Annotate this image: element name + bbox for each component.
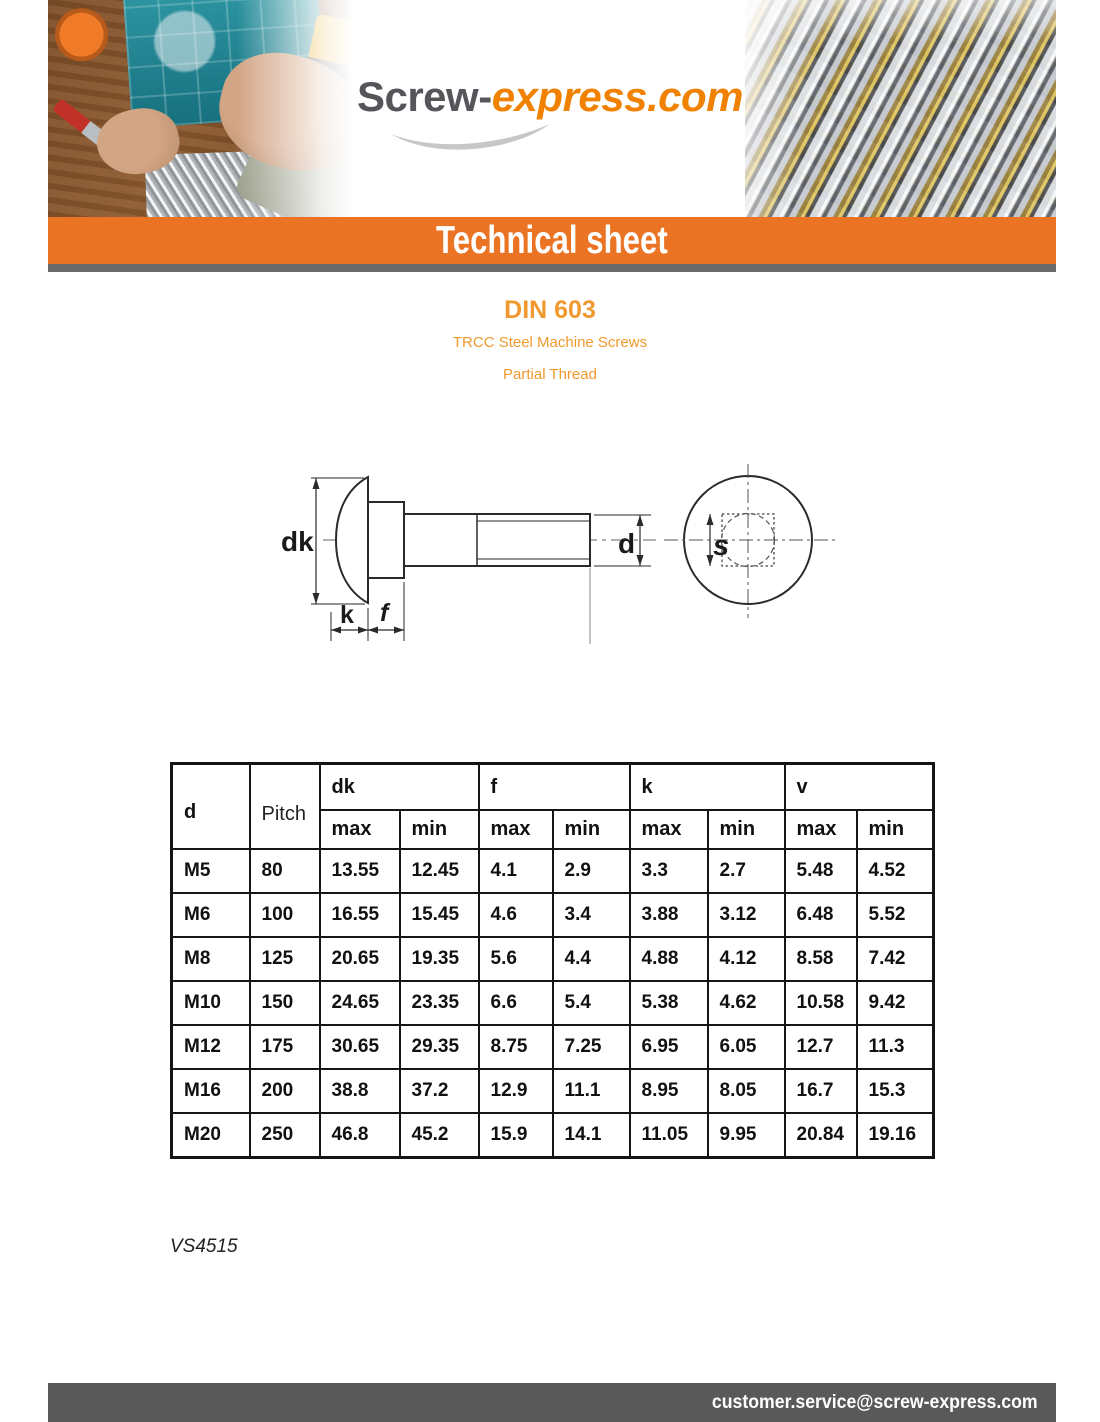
reference-code: VS4515	[170, 1236, 238, 1257]
table-cell: 8.05	[708, 1069, 785, 1113]
table-cell: 11.05	[630, 1113, 708, 1158]
table-cell: 5.6	[479, 937, 553, 981]
table-cell: 4.12	[708, 937, 785, 981]
table-cell: 23.35	[400, 981, 479, 1025]
table-cell: 12.9	[479, 1069, 553, 1113]
table-cell: 20.65	[320, 937, 400, 981]
dim-label-f: f	[380, 599, 389, 627]
table-cell: 125	[250, 937, 320, 981]
table-cell: 6.48	[785, 893, 857, 937]
table-cell: 13.55	[320, 849, 400, 893]
table-cell: 6.95	[630, 1025, 708, 1069]
banner	[48, 217, 1056, 264]
table-cell: M20	[172, 1113, 250, 1158]
footer-bar	[48, 1383, 1056, 1422]
table-cell: M10	[172, 981, 250, 1025]
table-cell: 20.84	[785, 1113, 857, 1158]
table-row	[172, 849, 934, 893]
table-cell: 45.2	[400, 1113, 479, 1158]
table-cell: 4.88	[630, 937, 708, 981]
table-cell: 5.4	[553, 981, 630, 1025]
table-cell: 5.38	[630, 981, 708, 1025]
table-cell: 15.45	[400, 893, 479, 937]
table-cell: 30.65	[320, 1025, 400, 1069]
table-cell: 38.8	[320, 1069, 400, 1113]
table-cell: 200	[250, 1069, 320, 1113]
table-cell: 2.7	[708, 849, 785, 893]
col-header-f: f	[479, 764, 630, 811]
subheader-max: max	[785, 810, 857, 849]
subheader-min: min	[857, 810, 934, 849]
table-cell: 15.3	[857, 1069, 934, 1113]
dim-label-d: d	[618, 528, 636, 559]
table-cell: 9.95	[708, 1113, 785, 1158]
table-cell: 29.35	[400, 1025, 479, 1069]
table-cell: 5.48	[785, 849, 857, 893]
table-cell: 2.9	[553, 849, 630, 893]
table-cell: 100	[250, 893, 320, 937]
table-cell: M8	[172, 937, 250, 981]
subheader-max: max	[320, 810, 400, 849]
table-cell: 4.62	[708, 981, 785, 1025]
subheader-max: max	[630, 810, 708, 849]
dim-label-s: s	[713, 530, 730, 562]
table-cell: 3.4	[553, 893, 630, 937]
table-cell: 4.52	[857, 849, 934, 893]
table-cell: 8.58	[785, 937, 857, 981]
table-row	[172, 937, 934, 981]
dim-label-k: k	[340, 601, 354, 629]
table-cell: 4.6	[479, 893, 553, 937]
standard-title: DIN 603	[504, 296, 596, 324]
table-cell: 6.6	[479, 981, 553, 1025]
table-cell: 15.9	[479, 1113, 553, 1158]
product-subtitle: TRCC Steel Machine Screws	[452, 334, 648, 351]
banner-title: Technical sheet	[436, 219, 668, 262]
table-cell: 150	[250, 981, 320, 1025]
table-cell: 7.25	[553, 1025, 630, 1069]
col-header-dk: dk	[320, 764, 479, 811]
table-cell: 7.42	[857, 937, 934, 981]
table-row	[172, 893, 934, 937]
table-cell: 8.75	[479, 1025, 553, 1069]
col-header-pitch: Pitch	[250, 764, 320, 850]
table-cell: 3.12	[708, 893, 785, 937]
table-cell: 175	[250, 1025, 320, 1069]
table-cell: 19.16	[857, 1113, 934, 1158]
table-cell: 6.05	[708, 1025, 785, 1069]
customer-service-email: customer.service@screw-express.com	[711, 1392, 1038, 1413]
table-cell: 46.8	[320, 1113, 400, 1158]
table-row	[172, 1025, 934, 1069]
carriage-bolt-drawing	[240, 445, 870, 660]
banner-underline	[48, 264, 1056, 272]
table-cell: 16.55	[320, 893, 400, 937]
col-header-v: v	[785, 764, 934, 811]
table-cell: 12.45	[400, 849, 479, 893]
table-row	[172, 1069, 934, 1113]
table-cell: 11.1	[553, 1069, 630, 1113]
logo	[0, 73, 1100, 120]
table-cell: M5	[172, 849, 250, 893]
subheader-min: min	[553, 810, 630, 849]
table-cell: 3.88	[630, 893, 708, 937]
table-row	[172, 981, 934, 1025]
table-cell: 14.1	[553, 1113, 630, 1158]
table-cell: M6	[172, 893, 250, 937]
table-cell: 250	[250, 1113, 320, 1158]
table-cell: 80	[250, 849, 320, 893]
table-cell: 24.65	[320, 981, 400, 1025]
table-cell: 16.7	[785, 1069, 857, 1113]
table-cell: 8.95	[630, 1069, 708, 1113]
table-cell: 19.35	[400, 937, 479, 981]
table-cell: M16	[172, 1069, 250, 1113]
table-cell: 4.4	[553, 937, 630, 981]
thread-subtitle: Partial Thread	[503, 366, 597, 383]
dimensions-table	[170, 762, 935, 1159]
subheader-min: min	[708, 810, 785, 849]
table-cell: 12.7	[785, 1025, 857, 1069]
photo-shape	[144, 149, 318, 217]
table-cell: 11.3	[857, 1025, 934, 1069]
logo-text-screw: Screw-	[356, 73, 492, 120]
table-row	[172, 1113, 934, 1158]
subheader-min: min	[400, 810, 479, 849]
table-cell: 5.52	[857, 893, 934, 937]
subheader-max: max	[479, 810, 553, 849]
logo-text-express: express.com	[491, 73, 744, 120]
table-cell: 10.58	[785, 981, 857, 1025]
table-cell: 9.42	[857, 981, 934, 1025]
table-cell: 37.2	[400, 1069, 479, 1113]
table-cell: M12	[172, 1025, 250, 1069]
table-cell: 4.1	[479, 849, 553, 893]
logo-swoosh-icon	[388, 118, 553, 156]
col-header-k: k	[630, 764, 785, 811]
table-cell: 3.3	[630, 849, 708, 893]
col-header-d: d	[172, 764, 250, 850]
dim-label-dk: dk	[281, 526, 314, 557]
